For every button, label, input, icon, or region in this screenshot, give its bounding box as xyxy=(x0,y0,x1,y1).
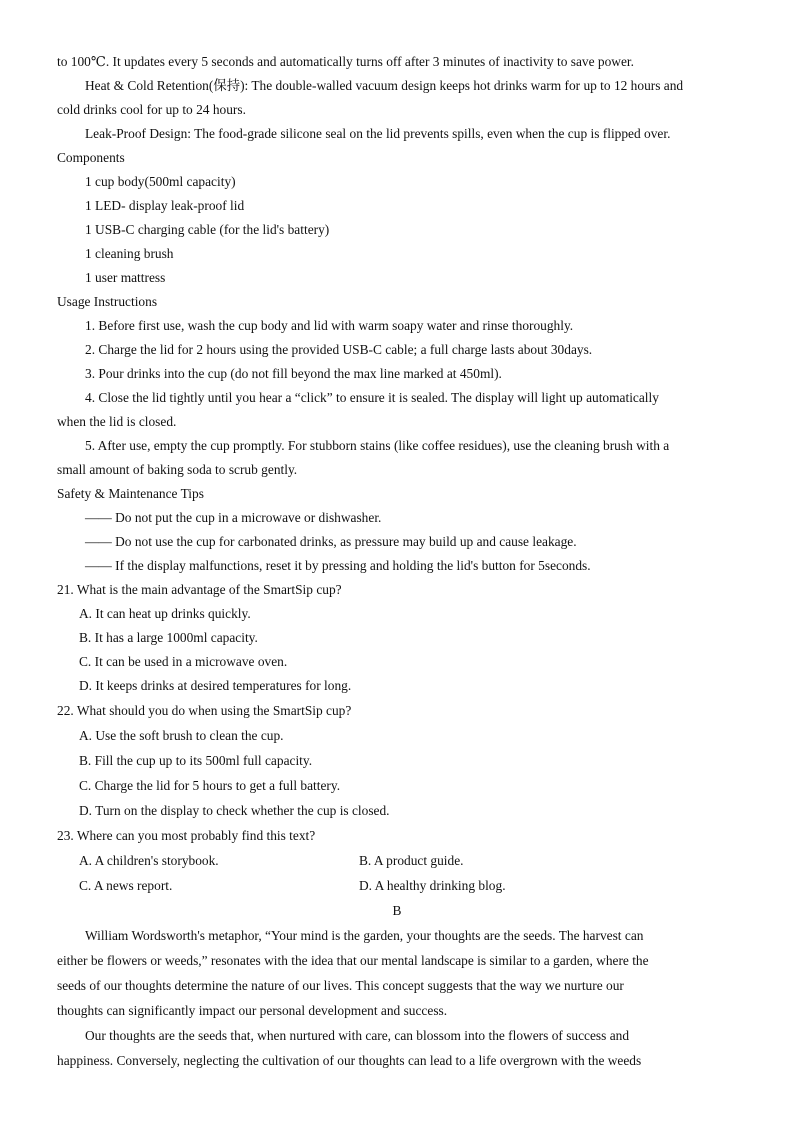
question-21: 21. What is the main advantage of the SmartSip cup? xyxy=(57,582,342,597)
safety-tip: —— Do not use the cup for carbonated drinks, as pressure may build up and cause leakage. xyxy=(85,534,577,549)
q23-option-d: D. A healthy drinking blog. xyxy=(359,878,506,893)
usage-step-continued: small amount of baking soda to scrub gently. xyxy=(57,462,298,477)
component-item: 1 cup body(500ml capacity) xyxy=(85,174,236,189)
heat-cold-retention-line: Heat & Cold Retention(保持): The double-walled vacuum design keeps hot drinks warm for up to 12 hours and xyxy=(85,78,684,93)
component-item: 1 cleaning brush xyxy=(85,246,174,261)
q22-option-c: C. Charge the lid for 5 hours to get a full battery. xyxy=(79,778,341,793)
paragraph-line: seeds of our thoughts determine the nature of our lives. This concept suggests that the way we nurture our xyxy=(57,978,624,993)
q21-option-c: C. It can be used in a microwave oven. xyxy=(79,654,288,669)
q23-option-a: A. A children's storybook. xyxy=(79,853,219,868)
q23-option-c: C. A news report. xyxy=(79,878,173,893)
leak-proof-line: Leak-Proof Design: The food-grade silicone seal on the lid prevents spills, even when the cup is flipped over. xyxy=(85,126,671,141)
q21-option-d: D. It keeps drinks at desired temperatures for long. xyxy=(79,678,352,693)
usage-step: 3. Pour drinks into the cup (do not fill beyond the max line marked at 450ml). xyxy=(85,366,502,381)
paragraph-line: happiness. Conversely, neglecting the cultivation of our thoughts can lead to a life overgrown with the weeds xyxy=(57,1053,642,1068)
component-item: 1 user mattress xyxy=(85,270,166,285)
question-22: 22. What should you do when using the SmartSip cup? xyxy=(57,703,352,718)
usage-heading: Usage Instructions xyxy=(57,294,158,309)
q23-option-b: B. A product guide. xyxy=(359,853,464,868)
section-b-label: B xyxy=(392,903,402,918)
paragraph-line: Our thoughts are the seeds that, when nurtured with care, can blossom into the flowers of success and xyxy=(85,1028,630,1043)
q22-option-a: A. Use the soft brush to clean the cup. xyxy=(79,728,284,743)
usage-step: 4. Close the lid tightly until you hear a “click” to ensure it is sealed. The display will light up automatically xyxy=(85,390,659,405)
paragraph-line: either be flowers or weeds,” resonates with the idea that our mental landscape is similar to a garden, where the xyxy=(57,953,649,968)
usage-step: 1. Before first use, wash the cup body and lid with warm soapy water and rinse thoroughly. xyxy=(85,318,574,333)
component-item: 1 LED- display leak-proof lid xyxy=(85,198,245,213)
components-heading: Components xyxy=(57,150,125,165)
safety-tip: —— If the display malfunctions, reset it by pressing and holding the lid's button for 5seconds. xyxy=(85,558,591,573)
question-23: 23. Where can you most probably find this text? xyxy=(57,828,316,843)
component-item: 1 USB-C charging cable (for the lid's battery) xyxy=(85,222,330,237)
section-b-paragraph-1 xyxy=(57,926,737,1026)
safety-tip: —— Do not put the cup in a microwave or dishwasher. xyxy=(85,510,382,525)
document-page xyxy=(57,53,737,1076)
q23-options-row-2 xyxy=(57,876,737,901)
section-b-paragraph-2 xyxy=(57,1026,737,1076)
q21-option-a: A. It can heat up drinks quickly. xyxy=(79,606,251,621)
paragraph-line: thoughts can significantly impact our personal development and success. xyxy=(57,1003,448,1018)
q22-option-b: B. Fill the cup up to its 500ml full capacity. xyxy=(79,753,313,768)
usage-step-continued: when the lid is closed. xyxy=(57,414,177,429)
q22-option-d: D. Turn on the display to check whether the cup is closed. xyxy=(79,803,390,818)
q21-option-b: B. It has a large 1000ml capacity. xyxy=(79,630,258,645)
usage-step: 2. Charge the lid for 2 hours using the provided USB-C cable; a full charge lasts about 30days. xyxy=(85,342,593,357)
safety-heading: Safety & Maintenance Tips xyxy=(57,486,204,501)
heat-cold-retention-continued: cold drinks cool for up to 24 hours. xyxy=(57,102,246,117)
intro-line: to 100℃. It updates every 5 seconds and automatically turns off after 3 minutes of inactivity to save power. xyxy=(57,54,634,69)
paragraph-line: William Wordsworth's metaphor, “Your mind is the garden, your thoughts are the seeds. The harvest can xyxy=(85,928,644,943)
usage-step: 5. After use, empty the cup promptly. For stubborn stains (like coffee residues), use the cleaning brush with a xyxy=(85,438,670,453)
q23-options-row-1 xyxy=(57,851,737,876)
